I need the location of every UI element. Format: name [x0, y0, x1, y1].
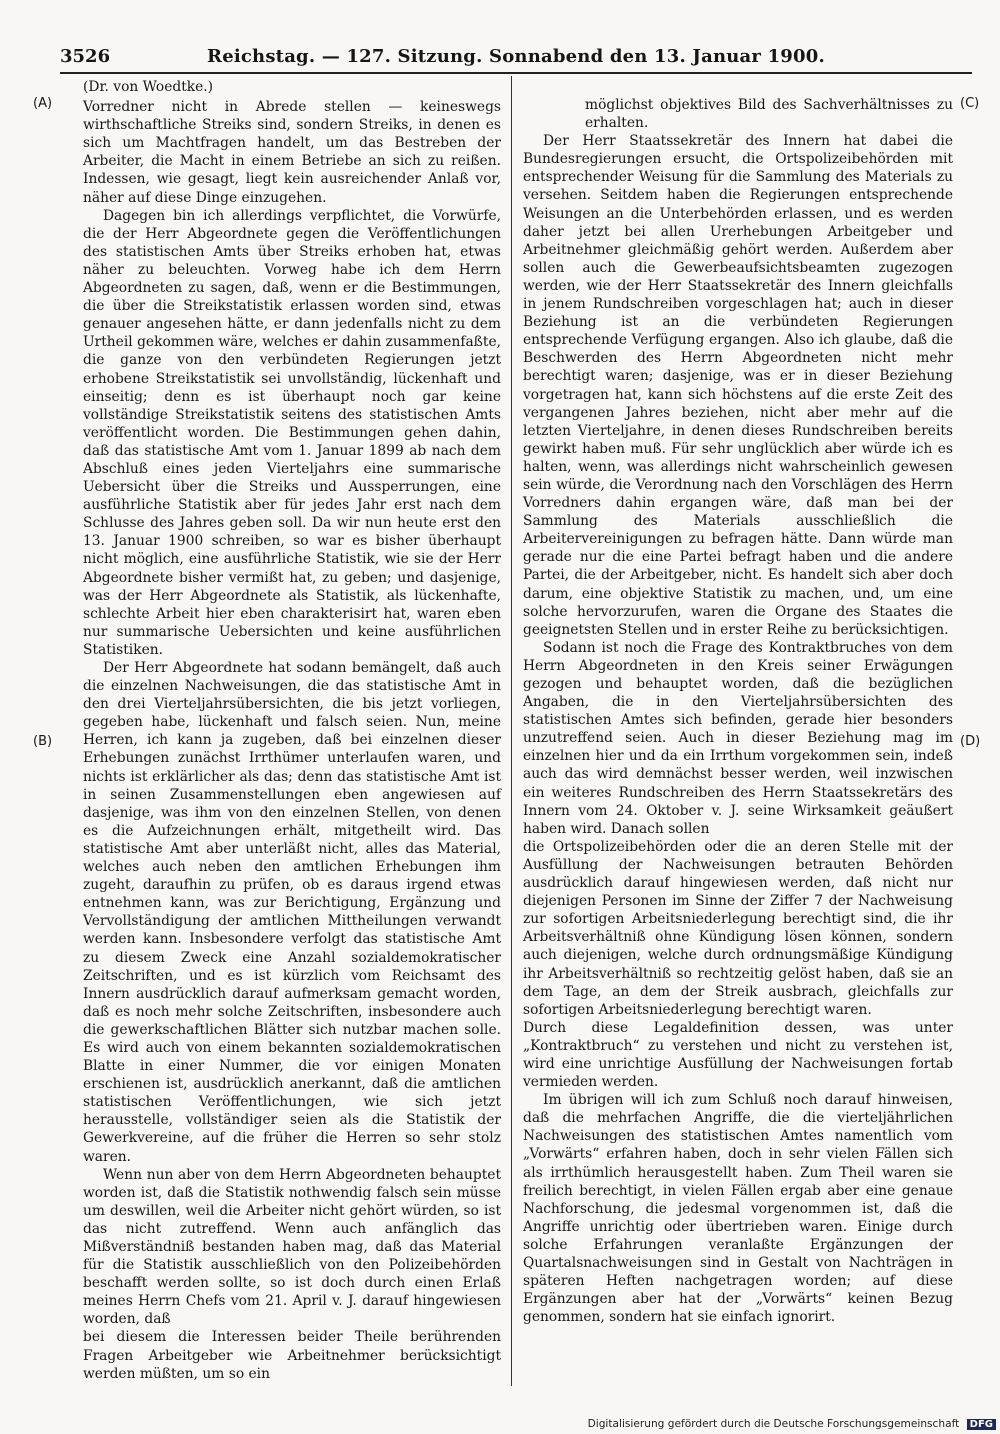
- margin-marker-a: (A): [33, 96, 53, 111]
- paragraph: Der Herr Staatssekretär des Innern hat dabei die Bundesregierungen ersucht, die Ortspolizeibehörden mit entsprechender Weisung für die Sammlung des Materials zu versehen. Seitdem haben die Regierungen entsprechende Weisungen an die Unterbehörden erlassen, und es werden daher jetzt bei allen Urerhebungen Arbeitgeber und Arbeitnehmer gleichmäßig gehört werden. Außerdem aber sollen auch die Gewerbeaufsichtsbeamten zugezogen werden, wie der Herr Staatssekretär des Innern gleichfalls in jenem Rundschreiben vorgeschlagen hat; auch in dieser Beziehung ist an die verbündeten Regierungen entsprechende Verfügung ergangen. Also ich glaube, daß die Beschwerden des Herrn Abgeordneten nicht mehr berechtigt waren; dasjenige, was er in dieser Beziehung vorgetragen hat, kann sich höchstens auf die erste Zeit des vergangenen Jahres beziehen, nicht aber mehr auf die letzten Vierteljahre, in denen dieses Rundschreiben bereits gewirkt haben muß. Für sehr unglücklich aber würde ich es halten, wenn, was allerdings nicht wahrscheinlich gewesen sein würde, die Verordnung nach den Vorschlägen des Herrn Vorredners dahin ergangen wäre, daß man bei der Sammlung des Materials ausschließlich die Arbeitervereinigungen zu befragen hätte. Dann würde man gerade nur die eine Partei befragt haben und die andere Partei, die der Arbeitgeber, nicht. Es handelt sich aber doch darum, eine objektive Statistik zu machen, und, um eine solche hervorzurufen, waren die Organe des Staates die geeignetsten Stellen und in erster Reihe zu berücksichtigen.: [523, 133, 953, 638]
- column-divider: [511, 76, 512, 1386]
- margin-marker-d: (D): [960, 734, 981, 749]
- paragraph: Im übrigen will ich zum Schluß noch darauf hinweisen, daß die mehrfachen Angriffe, die die vierteljährlichen Nachweisungen des statistischen Amtes namentlich vom „Vorwärts“ erfahren haben, doch in sehr vielen Fällen sich als irrthümlich herausgestellt haben. Zum Theil waren sie freilich berechtigt, in vielen Fällen ergab aber eine genaue Nachforschung, die jedesmal vorgenommen ist, daß die Angriffe unrichtig oder übertrieben waren. Einige durch solche Erfahrungen veranlaßte Ergänzungen der Quartalsnachweisungen sind in Gestalt von Nachträgen in späteren Heften nachgetragen worden; auf diese Ergänzungen aber hat der „Vorwärts“ keinen Bezug genommen, sondern hat sie einfach ignorirt.: [523, 1092, 953, 1326]
- speaker-name: (Dr. von Woedtke.): [83, 79, 214, 95]
- credit-text: Digitalisierung gefördert durch die Deutsche Forschungsgemeinschaft: [587, 1418, 960, 1430]
- margin-marker-b: (B): [33, 734, 53, 749]
- block-quote: die Ortspolizeibehörden oder die an deren Stelle mit der Ausfüllung der Nachweisungen betrauten Behörden ausdrücklich darauf hingewiesen werden, daß nicht nur diejenigen Personen im Sinne der Ziffer 7 der Nachweisung zur sofortigen Arbeitsniederlegung berechtigt sind, die ihr Arbeitsverhältniß ohne Kündigung lösen können, sondern auch diejenigen, welche durch ordnungsmäßige Kündigung ihr Arbeitsverhältniß so rechtzeitig gelöst haben, daß sie an dem Tage, an dem der Streik ausbrach, gleichfalls zur sofortigen Arbeitsniederlegung berechtigt waren.: [523, 838, 953, 1018]
- page-number: 3526: [60, 46, 111, 67]
- block-quote-continuation: möglichst objektives Bild des Sachverhältnisses zu erhalten.: [585, 97, 953, 132]
- left-column: [83, 78, 501, 1383]
- running-title: Reichstag. — 127. Sitzung. Sonnabend den 13. Januar 1900.: [207, 46, 825, 67]
- paragraph: Sodann ist noch die Frage des Kontraktbruches von dem Herrn Abgeordneten in den Kreis seiner Erwägungen gezogen und behauptet worden, daß die bezüglichen Angaben, die in den Vierteljahrsübersichten des statistischen Amtes sich befinden, gerade hier besonders unzutreffend seien. Auch in dieser Beziehung mag im einzelnen hier und da ein Irrthum vorgekommen sein, indeß auch das wird demnächst besser werden, weil inzwischen ein weiteres Rundschreiben des Herrn Staatssekretärs des Innern vom 24. Oktober v. J. seine Wirksamkeit geäußert haben wird. Danach sollen: [523, 639, 953, 837]
- digitization-credit: [588, 1418, 996, 1430]
- paragraph: Wenn nun aber von dem Herrn Abgeordneten behauptet worden ist, daß die Statistik nothwendig falsch sein müsse um deswillen, weil die Arbeiter nicht gehört würden, so ist das nicht zutreffend. Wenn auch anfänglich das Mißverständniß bestanden haben mag, daß das Material für die Statistik ausschließlich von den Polizeibehörden beschafft werden sollte, so ist doch durch einen Erlaß meines Herrn Chefs vom 21. April v. J. darauf hingewiesen worden, daß: [83, 1166, 501, 1328]
- dfg-logo: DFG: [967, 1419, 996, 1430]
- header-rule: [60, 72, 972, 74]
- paragraph: Dagegen bin ich allerdings verpflichtet, die Vorwürfe, die der Herr Abgeordnete gegen die Veröffentlichungen des statistischen Amts über Streiks erhoben hat, etwas näher zu beleuchten. Vorweg habe ich dem Herrn Abgeordneten zu sagen, daß, wenn er die Bestimmungen, die über die Streikstatistik erlassen worden sind, etwas genauer angesehen hätte, er dann jedenfalls nicht zu dem Urtheil gekommen wäre, welches er dahin zusammenfaßte, die ganze von den verbündeten Regierungen jetzt erhobene Streikstatistik sei unvollständig, lückenhaft und einseitig; denn es ist überhaupt noch gar keine vollständige Streikstatistik seitens des statistischen Amts veröffentlicht worden. Die Bestimmungen gehen dahin, daß das statistische Amt vom 1. Januar 1899 ab nach dem Abschluß eines jeden Vierteljahrs eine summarische Uebersicht über die Streiks und Aussperrungen, eine ausführliche Statistik aber für jedes Jahr erst nach dem Schlusse des Jahres geben soll. Da wir nun heute erst den 13. Januar 1900 schreiben, so war es bisher überhaupt nicht möglich, eine ausführliche Statistik, wie sie der Herr Abgeordnete bisher vermißt hat, zu geben; und dasjenige, was der Herr Abgeordnete als Statistik, als lückenhafte, schlechte Arbeit hier eben charakterisirt hat, waren eben nur summarische Uebersichten und keine ausführlichen Statistiken.: [83, 207, 501, 658]
- right-column: [523, 96, 953, 1326]
- page-header: [60, 46, 972, 72]
- paragraph: Der Herr Abgeordnete hat sodann bemängelt, daß auch die einzelnen Nachweisungen, die das statistische Amt in den drei Vierteljahrsübersichten, die bis jetzt vorliegen, gegeben habe, lückenhaft und falsch seien. Nun, meine Herren, ich kann ja zugeben, daß bei einzelnen dieser Erhebungen zunächst Irrthümer unterlaufen waren, und nichts ist erklärlicher als das; denn das statistische Amt ist in seinen Zusammenstellungen eben angewiesen auf dasjenige, was ihm von den einzelnen Stellen, von denen es die Aufzeichnungen erhält, mitgetheilt wird. Das statistische Amt aber unterläßt nicht, alles das Material, welches auch neben den amtlichen Erhebungen ihm zugeht, daraufhin zu prüfen, ob es daraus irgend etwas entnehmen kann, was zur Berichtigung, Ergänzung und Vervollständigung der amtlichen Mittheilungen verwandt werden kann. Insbesondere verfolgt das statistische Amt zu diesem Zweck eine Anzahl sozialdemokratischer Zeitschriften, und es ist kürzlich vom Reichsamt des Innern ausdrücklich darauf aufmerksam gemacht worden, daß es noch mehr solche Zeitschriften, insbesondere auch die gewerkschaftlichen Blätter sich nutzbar machen solle. Es wird auch von einem bekannten sozialdemokratischen Blatte in einer Nummer, die vor einigen Monaten erschienen ist, ausdrücklich anerkannt, daß die amtlichen statistischen Veröffentlichungen, wie sich jetzt herausstelle, vollständiger seien als die Statistik der Gewerkvereine, auf die früher die Herren so sehr stolz waren.: [83, 660, 501, 1165]
- paragraph: Vorredner nicht in Abrede stellen — keineswegs wirthschaftliche Streiks sind, sondern Streiks, in denen es sich um Machtfragen handelt, um das Bestreben der Arbeiter, die Macht in einem Betriebe an sich zu reißen. Indessen, wie gesagt, liegt kein ausreichender Anlaß vor, näher auf diese Dinge einzugehen.: [83, 99, 501, 206]
- block-quote: bei diesem die Interessen beider Theile berührenden Fragen Arbeitgeber wie Arbeitnehmer berücksichtigt werden müßten, um so ein: [83, 1329, 501, 1382]
- margin-marker-c: (C): [960, 96, 980, 111]
- paragraph: Durch diese Legaldefinition dessen, was unter „Kontraktbruch“ zu verstehen und nicht zu verstehen ist, wird eine unrichtige Ausfüllung der Nachweisungen fortab vermieden werden.: [523, 1019, 953, 1091]
